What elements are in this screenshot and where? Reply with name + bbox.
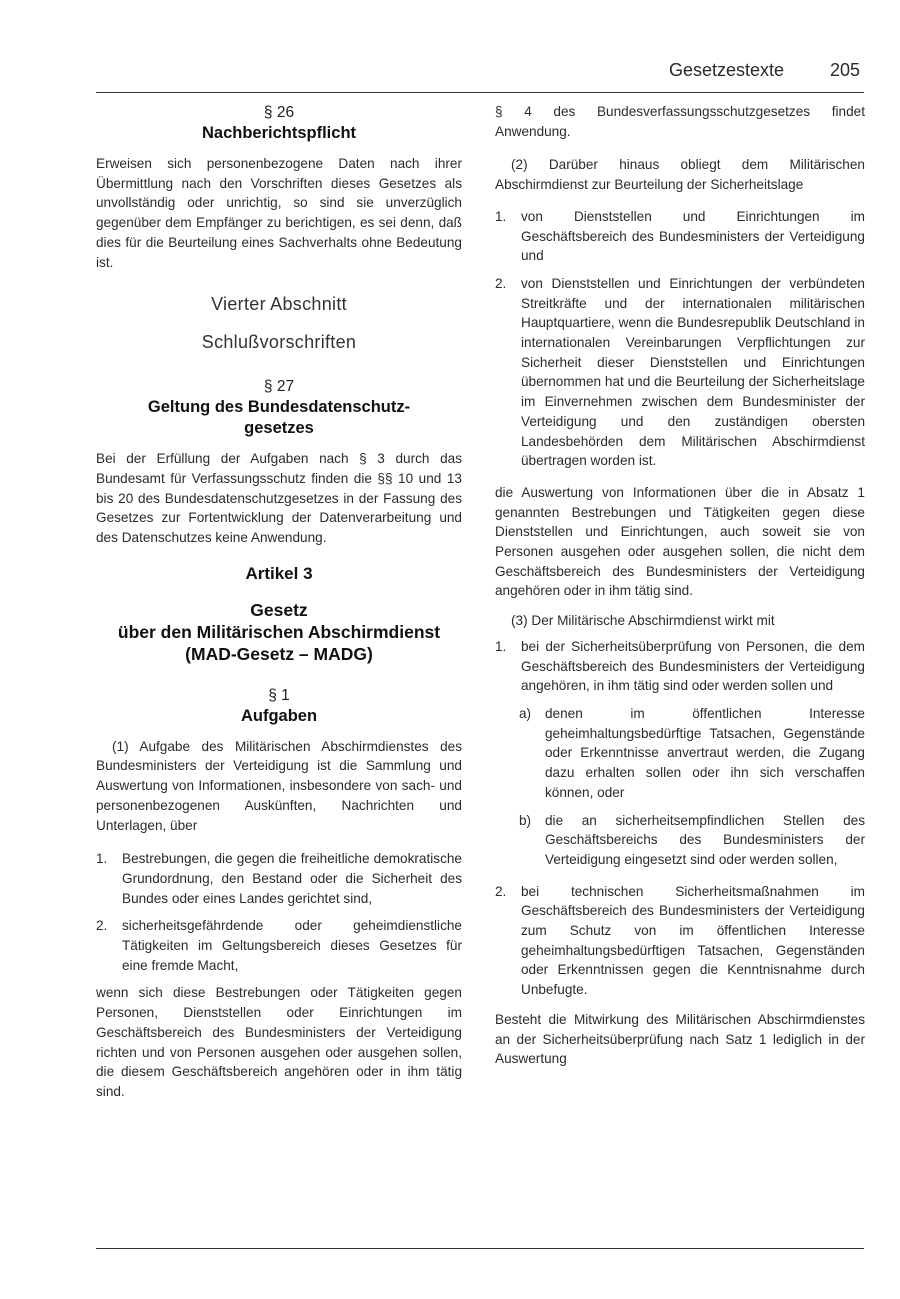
section-26-text: Erweisen sich personenbezogene Daten nach ihrer Übermittlung nach den Vorschriften dieses Gesetzes als unvollständig oder unrichtig, so sind sie unverzüglich gegenüber dem Empfänger zu berichtigen, es sei denn, daß dies für die Beurteilung eines Sachverhalts ohne Bedeutung ist. (96, 156, 462, 270)
sub-list-item-text: die an sicherheitsempfindlichen Stellen des Geschäftsbereichs des Bundesministers der Verteidigung eingesetzt sind oder werden sollen, (545, 812, 865, 867)
continuation-text: § 4 des Bundesverfassungsschutzgesetzes findet Anwendung. (495, 104, 865, 139)
list-item (96, 849, 462, 908)
paragraph-2: (2) Darüber hinaus obliegt dem Militärischen Abschirmdienst zur Beurteilung der Sicherheitslage (495, 157, 865, 193)
article-label: Artikel 3 (245, 563, 313, 583)
list-item-number: 1. (495, 638, 507, 654)
sub-list-item-letter: a) (519, 705, 532, 721)
running-header (96, 58, 864, 86)
section-1-heading: Aufgaben (240, 706, 318, 725)
sub-list-item (495, 811, 865, 870)
section-26-heading: Nachberichtspflicht (201, 124, 357, 142)
header-rule (96, 92, 864, 93)
section-1-tail: wenn sich diese Bestrebungen oder Tätigkeiten gegen Personen, Dienststellen oder Einrichtungen im Geschäftsbereich des Bundesministers der Verteidigung richten und von Personen ausgehen oder ausgehen sollen, die diesem Geschäftsbereich angehören oder in ihm tätig sind. (96, 985, 462, 1099)
list-item-number: 1. (495, 208, 507, 224)
section-1-label: § 1 (268, 686, 290, 704)
footer-rule (96, 1248, 864, 1249)
law-title-line-2: über den Militärischen Abschirmdienst (117, 621, 441, 642)
left-column (96, 102, 462, 1110)
law-title-line-1: Gesetz (250, 599, 308, 620)
section-26-label: § 26 (263, 104, 295, 121)
list-item (495, 207, 865, 266)
law-title-line-3: (MAD-Gesetz – MADG) (185, 643, 373, 664)
list-item (495, 274, 865, 471)
section-27-heading (96, 397, 462, 439)
section-27-label: § 27 (263, 378, 295, 396)
page-number: 205 (829, 60, 860, 80)
part-title: Schlußvorschriften (201, 332, 357, 353)
paragraph-3: (3) Der Militärische Abschirmdienst wirkt mit (511, 613, 775, 629)
right-column (495, 102, 865, 1077)
list-item (495, 637, 865, 696)
list-item-number: 2. (495, 883, 507, 899)
sub-list-item-letter: b) (519, 812, 532, 828)
list-item-number: 1. (96, 851, 108, 867)
list-item-number: 2. (96, 918, 108, 934)
section-27-text: Bei der Erfüllung der Aufgaben nach § 3 durch das Bundesamt für Verfassungsschutz finden die §§ 10 und 13 bis 20 des Bundesdatenschutzgesetzes in der Fassung des Gesetzes zur Fortentwicklung der Datenverarbeitung und des Datenschutzes keine Anwendung. (96, 451, 462, 546)
list-item-number: 2. (495, 275, 507, 291)
sub-list-item-text: denen im öffentlichen Interesse geheimhaltungsbedürftige Tatsachen, Gegenstände oder Erkenntnisse anvertraut werden, die Zugang dazu erhalten sollen oder ihn sich verschaffen können, oder (545, 705, 865, 800)
running-title: Gesetzestexte (668, 60, 784, 80)
list-item (96, 916, 462, 975)
section-27-heading-line-1: Geltung des Bundesdatenschutz- (147, 398, 411, 417)
section-1-paragraph-1: (1) Aufgabe des Militärischen Abschirmdienstes des Bundesministers der Verteidigung ist die Sammlung und Auswertung von Informationen, insbesondere von sach- und personenbezogenen Auskünften, Nachrichten und Unterlagen, über (96, 738, 462, 833)
list-item-text: von Dienststellen und Einrichtungen im Geschäftsbereich des Bundesministers der Verteidigung und (521, 208, 865, 264)
list-item-text: bei technischen Sicherheitsmaßnahmen im Geschäftsbereich des Bundesministers der Verteidigung zum Schutz von im öffentlichen Interesse geheimhaltungsbedürftigen Tatsachen, Gegenständen oder Erkenntnissen gegen die Kenntnisnahme durch Unbefugte. (521, 883, 865, 998)
paragraph-2-tail: die Auswertung von Informationen über die in Absatz 1 genannten Bestrebungen und Tätigkeiten gegen diese Dienststellen und Einrichtungen, auch soweit sie von Personen ausgehen oder ausgehen sollen, die nicht dem Geschäftsbereich des Bundesministers der Verteidigung angehören oder in ihm tätig sind. (495, 484, 865, 599)
list-item-text: Bestrebungen, die gegen die freiheitliche demokratische Grundordnung, den Bestand oder die Sicherheit des Bundes oder eines Landes gerichtet sind, (122, 851, 462, 906)
sub-list-item (495, 704, 865, 803)
list-item-text: sicherheitsgefährdende oder geheimdienstliche Tätigkeiten im Geltungsbereich dieses Gesetzes für eine fremde Macht, (122, 918, 462, 973)
law-title (96, 599, 462, 665)
list-item (495, 882, 865, 1000)
part-label: Vierter Abschnitt (211, 294, 347, 315)
list-item-text: bei der Sicherheitsüberprüfung von Personen, die dem Geschäftsbereich des Bundesministers der Verteidigung angehören, in ihm tätig sind oder werden sollen und (521, 638, 865, 694)
section-27-heading-line-2: gesetzes (244, 419, 314, 438)
paragraph-3-tail: Besteht die Mitwirkung des Militärischen Abschirmdienstes an der Sicherheitsüberprüfung nach Satz 1 lediglich in der Auswertung (495, 1011, 865, 1067)
list-item-text: von Dienststellen und Einrichtungen der verbündeten Streitkräfte und der internationalen militärischen Hauptquartiere, wenn die Bundesrepublik Deutschland in internationalen Vereinbarungen Verpflichtungen zur Sicherheit dieser Dienststellen und Einrichtungen übernommen hat und die Beurteilung der Sicherheitslage im Einvernehmen zwischen dem Bundesminister der Verteidigung und den zuständigen obersten Landesbehörden dem Militärischen Abschirmdienst übertragen worden ist. (521, 275, 865, 469)
